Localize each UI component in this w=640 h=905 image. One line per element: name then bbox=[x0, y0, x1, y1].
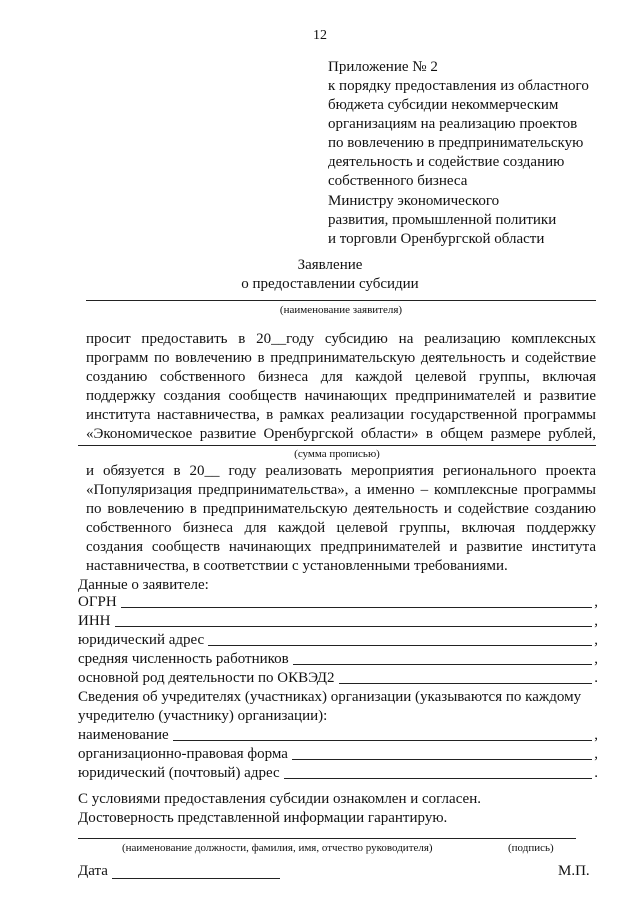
founder-name-field[interactable] bbox=[78, 726, 598, 745]
field-end: . bbox=[594, 765, 598, 781]
position-name-caption: (наименование должности, фамилия, имя, отчество руководителя) bbox=[122, 842, 433, 854]
appendix-line: организациям на реализацию проектов bbox=[328, 116, 578, 132]
seal-label: М.П. bbox=[558, 863, 590, 879]
ogrn-field[interactable] bbox=[78, 593, 598, 612]
appendix-line: бюджета субсидии некоммерческим bbox=[328, 97, 559, 113]
paragraph2-line: собственного бизнеса для каждой целевой группы, включая поддержку bbox=[86, 520, 596, 536]
paragraph1-line: института наставничества, в рамках реализации государственной программы bbox=[86, 407, 596, 423]
paragraph1-line: просит предоставить в 20__году субсидию на реализацию комплексных bbox=[86, 331, 596, 347]
date-label: Дата bbox=[78, 863, 108, 879]
field-end: , bbox=[594, 727, 598, 743]
ogrn-input-line[interactable] bbox=[121, 607, 593, 608]
paragraph1-line: «Экономическое развитие Оренбургской области» в общем размере рублей, bbox=[86, 426, 596, 442]
field-label: организационно-правовая форма bbox=[78, 746, 288, 762]
amount-words-line[interactable] bbox=[78, 445, 596, 446]
agreement-line: С условиями предоставления субсидии ознакомлен и согласен. bbox=[78, 791, 481, 807]
date-input-line[interactable] bbox=[112, 878, 280, 879]
applicant-name-caption: (наименование заявителя) bbox=[279, 304, 403, 316]
legal-form-input-line[interactable] bbox=[292, 759, 592, 760]
appendix-line: по вовлечению в предпринимательскую bbox=[328, 135, 584, 151]
document-title: Заявление bbox=[297, 257, 363, 273]
field-label: юридический (почтовый) адрес bbox=[78, 765, 280, 781]
paragraph1-line: программ по вовлечению в предпринимательскую деятельность и содействие bbox=[86, 350, 596, 366]
founder-name-input-line[interactable] bbox=[173, 740, 593, 741]
founders-heading: Сведения об учредителях (участниках) организации (указываются по каждому bbox=[78, 689, 582, 705]
paragraph2-line: «Популяризация предпринимательства», а именно – комплексные программы bbox=[86, 482, 596, 498]
document-subtitle: о предоставлении субсидии bbox=[241, 276, 419, 292]
paragraph1-line: созданию собственного бизнеса для каждой целевой группы, включая bbox=[86, 369, 596, 385]
appendix-header bbox=[328, 58, 628, 191]
amount-words-caption: (сумма прописью) bbox=[294, 448, 380, 460]
postal-address-input-line[interactable] bbox=[284, 778, 593, 779]
signature-line[interactable] bbox=[78, 838, 576, 839]
field-label: наименование bbox=[78, 727, 169, 743]
field-end: , bbox=[594, 613, 598, 629]
paragraph2-line: по вовлечению в предпринимательскую деятельность и содействие созданию bbox=[86, 501, 596, 517]
field-end: , bbox=[594, 594, 598, 610]
appendix-line: деятельность и содействие созданию bbox=[328, 154, 565, 170]
legal-address-field[interactable] bbox=[78, 631, 598, 650]
okved-field[interactable] bbox=[78, 669, 598, 688]
field-end: , bbox=[594, 632, 598, 648]
field-label: средняя численность работников bbox=[78, 651, 289, 667]
field-end: . bbox=[594, 670, 598, 686]
legal-address-input-line[interactable] bbox=[208, 645, 592, 646]
field-end: , bbox=[594, 746, 598, 762]
paragraph2-line: наставничества, в соответствии с установленными требованиями. bbox=[86, 558, 508, 574]
recipient-line: развития, промышленной политики bbox=[328, 212, 557, 228]
appendix-line: к порядку предоставления из областного bbox=[328, 78, 589, 94]
recipient-line: и торговли Оренбургской области bbox=[328, 231, 545, 247]
field-label: основной род деятельности по ОКВЭД2 bbox=[78, 670, 335, 686]
founders-heading: учредителю (участнику) организации): bbox=[78, 708, 328, 724]
appendix-line: собственного бизнеса bbox=[328, 173, 468, 189]
paragraph1-line: поддержку создания сообществ начинающих предпринимателей и развитие bbox=[86, 388, 596, 404]
postal-address-field[interactable] bbox=[78, 764, 598, 783]
okved-input-line[interactable] bbox=[339, 683, 593, 684]
field-end: , bbox=[594, 651, 598, 667]
paragraph2-line: создания сообществ начинающих предпринимателей и развитие института bbox=[86, 539, 596, 555]
signature-caption: (подпись) bbox=[508, 842, 554, 854]
applicant-name-line[interactable] bbox=[86, 300, 596, 301]
paragraph2-line: и обязуется в 20__ году реализовать мероприятия регионального проекта bbox=[86, 463, 596, 479]
field-label: ОГРН bbox=[78, 594, 117, 610]
recipient-block bbox=[328, 192, 628, 249]
page-number: 12 bbox=[313, 28, 327, 43]
employee-count-field[interactable] bbox=[78, 650, 598, 669]
field-label: юридический адрес bbox=[78, 632, 205, 648]
legal-form-field[interactable] bbox=[78, 745, 598, 764]
employee-count-input-line[interactable] bbox=[293, 664, 593, 665]
recipient-line: Министру экономического bbox=[328, 193, 500, 209]
guarantee-line: Достоверность представленной информации гарантирую. bbox=[78, 810, 448, 826]
inn-input-line[interactable] bbox=[115, 626, 593, 627]
inn-field[interactable] bbox=[78, 612, 598, 631]
field-label: ИНН bbox=[78, 613, 111, 629]
applicant-data-heading: Данные о заявителе: bbox=[78, 577, 209, 593]
appendix-line: Приложение № 2 bbox=[328, 59, 438, 75]
